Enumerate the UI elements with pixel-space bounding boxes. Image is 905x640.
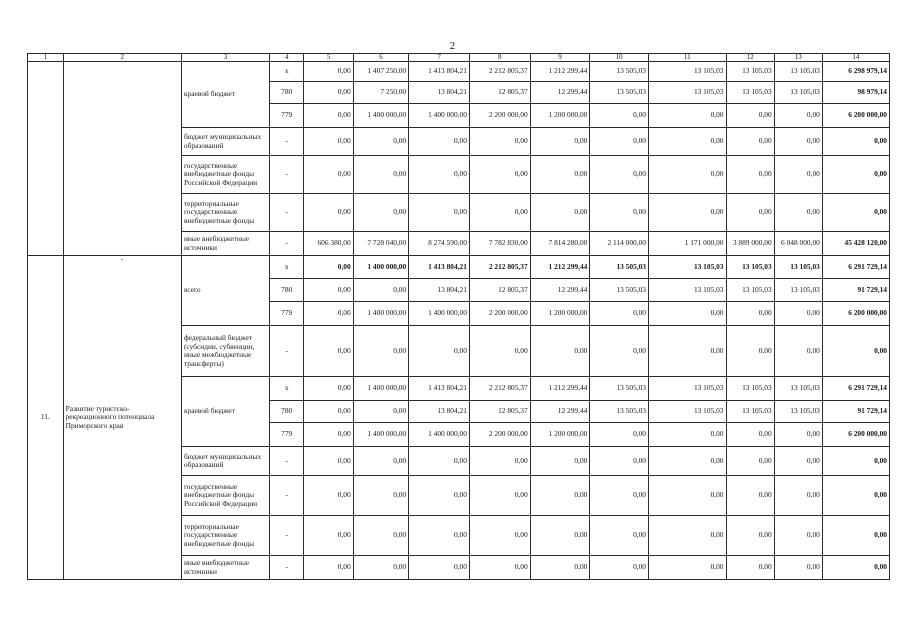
- budget-table: [27, 53, 890, 580]
- amount-cell: 13 105,03: [726, 256, 774, 279]
- amount-cell: 0,00: [774, 128, 822, 156]
- amount-cell: 2 212 805,37: [469, 62, 530, 82]
- amount-cell: 13 505,03: [590, 377, 649, 401]
- amount-cell: 0,00: [822, 447, 889, 476]
- amount-cell: 0,00: [469, 156, 530, 194]
- amount-cell: 13 505,03: [590, 401, 649, 423]
- amount-cell: 0,00: [469, 476, 530, 516]
- amount-cell: 0,00: [304, 104, 353, 128]
- amount-cell: 13 105,03: [774, 401, 822, 423]
- amount-cell: 13 505,03: [590, 279, 649, 302]
- funding-source: иные внебюджетные источники: [181, 556, 269, 580]
- amount-cell: 0,00: [726, 516, 774, 556]
- amount-cell: 0,00: [726, 447, 774, 476]
- table-row: [28, 62, 890, 82]
- amount-cell: 0,00: [530, 516, 590, 556]
- funding-source: территориальные государственные внебюджетные фонды: [181, 516, 269, 556]
- amount-cell: 0,00: [409, 447, 470, 476]
- amount-cell: 0,00: [590, 104, 649, 128]
- amount-cell: 0,00: [590, 156, 649, 194]
- column-number: 13: [774, 54, 822, 62]
- amount-cell: 98 979,14: [822, 82, 889, 104]
- amount-cell: 0,00: [304, 279, 353, 302]
- section-index: 11.: [28, 256, 64, 580]
- column-number: 7: [409, 54, 470, 62]
- amount-cell: 0,00: [304, 256, 353, 279]
- amount-cell: 2 114 000,00: [590, 232, 649, 256]
- column-number: 12: [726, 54, 774, 62]
- amount-cell: 1 212 299,44: [530, 256, 590, 279]
- amount-cell: 0,00: [822, 128, 889, 156]
- amount-cell: 0,00: [649, 128, 727, 156]
- budget-code: -: [269, 556, 304, 580]
- amount-cell: 0,00: [530, 326, 590, 377]
- amount-cell: 0,00: [590, 302, 649, 326]
- funding-source: государственные внебюджетные фонды Российской Федерации: [181, 476, 269, 516]
- amount-cell: 0,00: [590, 476, 649, 516]
- amount-cell: 0,00: [590, 194, 649, 232]
- funding-source: федеральный бюджет (субсидии, субвенции, иные межбюджетные трансферты): [181, 326, 269, 377]
- column-number: 5: [304, 54, 353, 62]
- table-row: [28, 256, 890, 279]
- budget-code: 779: [269, 302, 304, 326]
- amount-cell: 0,00: [469, 194, 530, 232]
- amount-cell: 0,00: [649, 156, 727, 194]
- amount-cell: 0,00: [469, 447, 530, 476]
- amount-cell: 0,00: [726, 156, 774, 194]
- amount-cell: 0,00: [409, 476, 470, 516]
- amount-cell: 0,00: [409, 194, 470, 232]
- amount-cell: 0,00: [726, 104, 774, 128]
- amount-cell: 1 400 000,00: [353, 377, 409, 401]
- amount-cell: 12 805,37: [469, 401, 530, 423]
- budget-code: 780: [269, 401, 304, 423]
- amount-cell: 13 105,03: [726, 401, 774, 423]
- amount-cell: 91 729,14: [822, 401, 889, 423]
- amount-cell: 0,00: [353, 476, 409, 516]
- amount-cell: 0,00: [822, 194, 889, 232]
- amount-cell: 0,00: [590, 128, 649, 156]
- amount-cell: 0,00: [774, 302, 822, 326]
- amount-cell: 12 299,44: [530, 279, 590, 302]
- amount-cell: 0,00: [353, 156, 409, 194]
- amount-cell: 1 200 000,00: [530, 423, 590, 447]
- amount-cell: 0,00: [649, 104, 727, 128]
- column-number: 14: [822, 54, 889, 62]
- amount-cell: 0,00: [774, 156, 822, 194]
- amount-cell: 0,00: [353, 326, 409, 377]
- column-number: 6: [353, 54, 409, 62]
- amount-cell: 1 400 000,00: [353, 256, 409, 279]
- amount-cell: 0,00: [304, 156, 353, 194]
- amount-cell: 0,00: [649, 194, 727, 232]
- funding-source: краевой бюджет: [181, 62, 269, 128]
- amount-cell: 0,00: [530, 476, 590, 516]
- amount-cell: 0,00: [649, 516, 727, 556]
- amount-cell: 0,00: [590, 516, 649, 556]
- amount-cell: 13 105,03: [774, 62, 822, 82]
- amount-cell: 0,00: [649, 326, 727, 377]
- amount-cell: 13 505,03: [590, 256, 649, 279]
- amount-cell: 13 105,03: [774, 82, 822, 104]
- amount-cell: 6 291 729,14: [822, 256, 889, 279]
- amount-cell: 0,00: [304, 556, 353, 580]
- amount-cell: 12 299,44: [530, 82, 590, 104]
- amount-cell: 12 805,37: [469, 279, 530, 302]
- amount-cell: 2 200 000,00: [469, 104, 530, 128]
- amount-cell: 0,00: [590, 326, 649, 377]
- budget-code: 780: [269, 82, 304, 104]
- amount-cell: 1 212 299,44: [530, 62, 590, 82]
- amount-cell: 13 105,03: [726, 82, 774, 104]
- amount-cell: 0,00: [304, 516, 353, 556]
- amount-cell: 0,00: [530, 156, 590, 194]
- amount-cell: 0,00: [649, 302, 727, 326]
- amount-cell: 7 728 040,00: [353, 232, 409, 256]
- amount-cell: 13 105,03: [774, 377, 822, 401]
- amount-cell: 0,00: [649, 447, 727, 476]
- amount-cell: 0,00: [822, 556, 889, 580]
- amount-cell: 0,00: [822, 516, 889, 556]
- table-body: [28, 54, 890, 580]
- amount-cell: 0,00: [409, 156, 470, 194]
- amount-cell: 1 200 000,00: [530, 104, 590, 128]
- amount-cell: 12 299,44: [530, 401, 590, 423]
- amount-cell: 1 212 299,44: [530, 377, 590, 401]
- amount-cell: 0,00: [726, 194, 774, 232]
- amount-cell: 1 171 000,00: [649, 232, 727, 256]
- amount-cell: 45 428 120,00: [822, 232, 889, 256]
- amount-cell: 0,00: [353, 279, 409, 302]
- budget-code: -: [269, 156, 304, 194]
- amount-cell: 0,00: [649, 556, 727, 580]
- amount-cell: 0,00: [530, 447, 590, 476]
- amount-cell: 0,00: [726, 128, 774, 156]
- amount-cell: 0,00: [469, 556, 530, 580]
- amount-cell: 0,00: [304, 401, 353, 423]
- amount-cell: 6 200 000,00: [822, 302, 889, 326]
- amount-cell: 1 400 000,00: [353, 423, 409, 447]
- amount-cell: 0,00: [353, 516, 409, 556]
- amount-cell: 1 400 000,00: [353, 104, 409, 128]
- amount-cell: 6 200 000,00: [822, 423, 889, 447]
- budget-code: 779: [269, 423, 304, 447]
- amount-cell: 8 274 590,00: [409, 232, 470, 256]
- amount-cell: 91 729,14: [822, 279, 889, 302]
- column-number: 10: [590, 54, 649, 62]
- budget-code: -: [269, 194, 304, 232]
- amount-cell: 0,00: [353, 128, 409, 156]
- amount-cell: 2 200 000,00: [469, 302, 530, 326]
- amount-cell: 0,00: [304, 377, 353, 401]
- amount-cell: 13 105,03: [649, 377, 727, 401]
- section-name-text: Развитие туристско-рекреационного потенциала Приморского края: [65, 403, 155, 430]
- amount-cell: 3 889 000,00: [726, 232, 774, 256]
- amount-cell: 0,00: [726, 556, 774, 580]
- amount-cell: 1 413 804,21: [409, 62, 470, 82]
- amount-cell: 0,00: [409, 326, 470, 377]
- amount-cell: 0,00: [530, 556, 590, 580]
- column-number-row: [28, 54, 890, 62]
- amount-cell: 0,00: [774, 556, 822, 580]
- amount-cell: 606 380,00: [304, 232, 353, 256]
- amount-cell: 0,00: [304, 82, 353, 104]
- amount-cell: 1 413 804,21: [409, 377, 470, 401]
- amount-cell: 1 200 000,00: [530, 302, 590, 326]
- amount-cell: 7 814 280,00: [530, 232, 590, 256]
- amount-cell: 0,00: [774, 104, 822, 128]
- amount-cell: 1 400 000,00: [409, 302, 470, 326]
- amount-cell: 13 105,03: [649, 279, 727, 302]
- amount-cell: 13 505,03: [590, 82, 649, 104]
- column-number: 11: [649, 54, 727, 62]
- amount-cell: 0,00: [409, 128, 470, 156]
- amount-cell: 13 804,21: [409, 401, 470, 423]
- page-number: 2: [449, 40, 456, 52]
- amount-cell: 13 105,03: [649, 82, 727, 104]
- amount-cell: 6 291 729,14: [822, 377, 889, 401]
- funding-source: всего: [181, 256, 269, 326]
- amount-cell: 0,00: [726, 302, 774, 326]
- amount-cell: 0,00: [304, 128, 353, 156]
- amount-cell: 13 105,03: [649, 401, 727, 423]
- amount-cell: 0,00: [530, 194, 590, 232]
- column-number: 8: [469, 54, 530, 62]
- amount-cell: 1 400 000,00: [353, 302, 409, 326]
- funding-source: бюджет муниципальных образований: [181, 128, 269, 156]
- amount-cell: 6 298 979,14: [822, 62, 889, 82]
- amount-cell: 0,00: [469, 516, 530, 556]
- amount-cell: 0,00: [353, 556, 409, 580]
- amount-cell: 0,00: [774, 423, 822, 447]
- amount-cell: 0,00: [353, 447, 409, 476]
- column-number: 3: [181, 54, 269, 62]
- amount-cell: 0,00: [304, 423, 353, 447]
- amount-cell: 0,00: [409, 556, 470, 580]
- column-number: 4: [269, 54, 304, 62]
- amount-cell: 0,00: [590, 447, 649, 476]
- budget-code: 780: [269, 279, 304, 302]
- amount-cell: 13 105,03: [726, 62, 774, 82]
- section-name: [63, 62, 181, 256]
- amount-cell: 13 105,03: [649, 256, 727, 279]
- funding-source: территориальные государственные внебюджетные фонды: [181, 194, 269, 232]
- amount-cell: 2 212 805,37: [469, 256, 530, 279]
- column-number: 9: [530, 54, 590, 62]
- amount-cell: 1 413 804,21: [409, 256, 470, 279]
- amount-cell: 0,00: [469, 326, 530, 377]
- amount-cell: 12 805,37: [469, 82, 530, 104]
- amount-cell: 6 048 000,00: [774, 232, 822, 256]
- amount-cell: 0,00: [353, 401, 409, 423]
- budget-code: х: [269, 256, 304, 279]
- amount-cell: 0,00: [774, 326, 822, 377]
- amount-cell: 0,00: [774, 516, 822, 556]
- amount-cell: 13 505,03: [590, 62, 649, 82]
- amount-cell: 13 105,03: [774, 256, 822, 279]
- amount-cell: 0,00: [726, 476, 774, 516]
- amount-cell: 0,00: [304, 62, 353, 82]
- amount-cell: 0,00: [469, 128, 530, 156]
- funding-source: иные внебюджетные источники: [181, 232, 269, 256]
- amount-cell: 13 105,03: [726, 377, 774, 401]
- column-number: 1: [28, 54, 64, 62]
- budget-code: х: [269, 377, 304, 401]
- budget-code: -: [269, 476, 304, 516]
- amount-cell: 2 200 000,00: [469, 423, 530, 447]
- budget-code: -: [269, 326, 304, 377]
- budget-code: -: [269, 516, 304, 556]
- amount-cell: 13 105,03: [774, 279, 822, 302]
- amount-cell: 0,00: [304, 476, 353, 516]
- amount-cell: 7 782 830,00: [469, 232, 530, 256]
- amount-cell: 0,00: [409, 516, 470, 556]
- section-index: [28, 62, 64, 256]
- amount-cell: 0,00: [726, 423, 774, 447]
- amount-cell: 13 804,21: [409, 82, 470, 104]
- funding-source: бюджет муниципальных образований: [181, 447, 269, 476]
- funding-source: краевой бюджет: [181, 377, 269, 447]
- budget-code: -: [269, 128, 304, 156]
- amount-cell: 13 804,21: [409, 279, 470, 302]
- amount-cell: 13 105,03: [649, 62, 727, 82]
- amount-cell: 1 407 250,00: [353, 62, 409, 82]
- amount-cell: 1 400 000,00: [409, 104, 470, 128]
- column-number: 2: [63, 54, 181, 62]
- amount-cell: 13 105,03: [726, 279, 774, 302]
- amount-cell: 0,00: [590, 423, 649, 447]
- budget-code: х: [269, 62, 304, 82]
- amount-cell: 0,00: [649, 423, 727, 447]
- amount-cell: 6 200 000,00: [822, 104, 889, 128]
- amount-cell: 1 400 000,00: [409, 423, 470, 447]
- amount-cell: 0,00: [726, 326, 774, 377]
- amount-cell: 0,00: [353, 194, 409, 232]
- amount-cell: 0,00: [822, 326, 889, 377]
- amount-cell: 0,00: [590, 556, 649, 580]
- amount-cell: 0,00: [822, 476, 889, 516]
- amount-cell: 7 250,00: [353, 82, 409, 104]
- budget-code: -: [269, 232, 304, 256]
- amount-cell: 0,00: [304, 447, 353, 476]
- budget-code: -: [269, 447, 304, 476]
- amount-cell: 0,00: [649, 476, 727, 516]
- amount-cell: 0,00: [774, 447, 822, 476]
- amount-cell: 0,00: [774, 194, 822, 232]
- amount-cell: 0,00: [822, 156, 889, 194]
- amount-cell: 0,00: [304, 326, 353, 377]
- amount-cell: 0,00: [304, 194, 353, 232]
- amount-cell: 0,00: [530, 128, 590, 156]
- amount-cell: 2 212 805,37: [469, 377, 530, 401]
- budget-code: 779: [269, 104, 304, 128]
- amount-cell: 0,00: [774, 476, 822, 516]
- funding-source: государственные внебюджетные фонды Российской Федерации: [181, 156, 269, 194]
- section-name: - Развитие туристско-рекреационного потенциала Приморского края: [63, 256, 181, 580]
- amount-cell: 0,00: [304, 302, 353, 326]
